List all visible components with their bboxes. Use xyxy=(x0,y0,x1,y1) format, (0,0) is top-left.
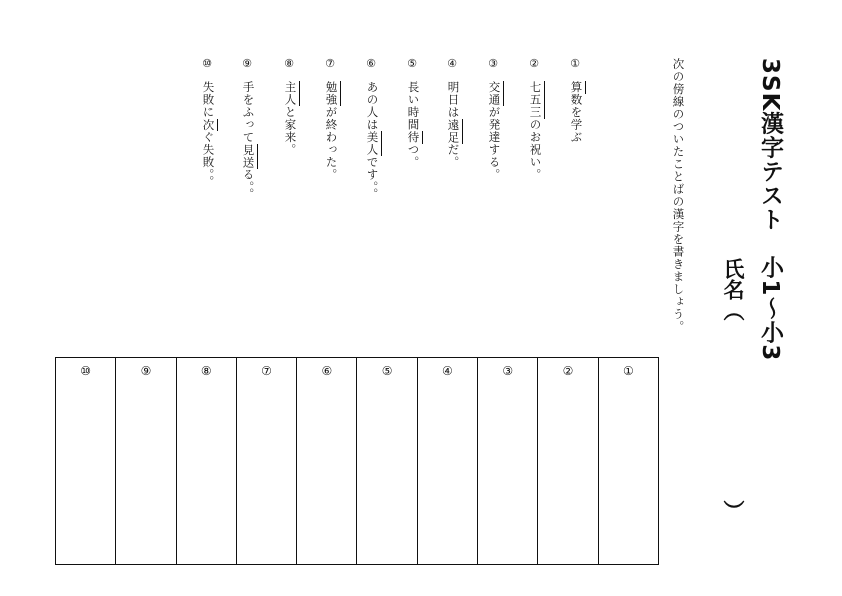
answer-box-number: ③ xyxy=(502,364,514,378)
question-number: ② xyxy=(529,57,539,70)
underlined-word: 次 xyxy=(201,118,216,131)
answer-box[interactable] xyxy=(357,358,417,564)
question-text-part: 失敗に xyxy=(201,81,216,119)
question-number: ⑦ xyxy=(325,57,335,70)
answer-box-number: ⑦ xyxy=(261,364,272,378)
question-number: ④ xyxy=(447,57,457,70)
question-text-part: のお祝い。 xyxy=(528,118,543,181)
question-text-part: あの人は xyxy=(365,81,380,131)
answer-box-number: ⑤ xyxy=(381,364,393,378)
question-number: ③ xyxy=(488,57,498,70)
answer-box[interactable] xyxy=(237,358,297,564)
question-text xyxy=(325,81,337,181)
question-text-part: 数を学ぶ xyxy=(569,93,584,144)
answer-box[interactable] xyxy=(177,358,237,564)
answer-grid xyxy=(55,357,659,565)
question-text xyxy=(242,81,254,200)
question-text xyxy=(447,81,459,169)
underlined-word: 算 xyxy=(569,81,584,94)
question-number: ① xyxy=(570,57,580,70)
question-number: ⑥ xyxy=(366,57,376,70)
question-number: ⑧ xyxy=(284,57,294,70)
underlined-word: 交通 xyxy=(487,81,502,106)
question-text xyxy=(284,81,296,156)
underlined-word: 七五三 xyxy=(528,81,543,119)
question-text-part: 長い時間 xyxy=(406,81,421,131)
question-text-part: ぐ失敗。。 xyxy=(201,131,216,188)
name-close-paren: ） xyxy=(721,500,745,521)
question-text xyxy=(529,81,541,181)
question-text-part: が終わった。 xyxy=(324,106,339,181)
question-text-part: と家来。 xyxy=(283,106,298,156)
answer-box[interactable] xyxy=(538,358,598,564)
question-text-part: だ。 xyxy=(446,143,461,169)
answer-box[interactable] xyxy=(56,358,116,564)
question-text-part: つ。 xyxy=(406,143,421,169)
underlined-word: 待 xyxy=(406,131,421,144)
underlined-word: 美人 xyxy=(365,131,380,156)
question-text-part: る。。 xyxy=(241,168,256,201)
question-text xyxy=(488,81,500,181)
question-number: ⑤ xyxy=(407,57,417,70)
name-label: 氏名（ xyxy=(721,258,745,321)
answer-box[interactable] xyxy=(599,358,658,564)
underlined-word: 勉強 xyxy=(324,81,339,106)
answer-box[interactable] xyxy=(418,358,478,564)
answer-box[interactable] xyxy=(478,358,538,564)
answer-box-number: ⑧ xyxy=(200,364,212,378)
answer-box-number: ⑩ xyxy=(80,364,92,378)
answer-box-number: ① xyxy=(622,364,634,378)
question-text xyxy=(202,81,214,188)
answer-box-number: ② xyxy=(562,364,574,378)
question-text-part: が発達する。 xyxy=(487,106,502,181)
answer-box-number: ④ xyxy=(442,364,453,378)
page-title: 3SK漢字テスト 小1〜小3 xyxy=(757,58,783,362)
answer-box-number: ⑨ xyxy=(140,364,152,378)
question-text-part: 明日は xyxy=(446,81,461,119)
question-number: ⑨ xyxy=(242,57,252,70)
answer-box[interactable] xyxy=(116,358,176,564)
question-text xyxy=(366,81,378,200)
underlined-word: 見送 xyxy=(241,143,256,169)
question-text xyxy=(407,81,419,169)
answer-box-number: ⑥ xyxy=(321,364,333,378)
underlined-word: 遠足 xyxy=(446,118,461,144)
instruction-text: 次の傍線のついたことばの漢字を書きましょう。 xyxy=(671,58,686,333)
answer-box[interactable] xyxy=(297,358,357,564)
question-text xyxy=(570,81,582,144)
question-text-part: です。。 xyxy=(365,156,380,201)
question-text-part: 手をふって xyxy=(241,81,256,144)
question-number: ⑩ xyxy=(202,57,212,70)
underlined-word: 主人 xyxy=(283,81,298,106)
